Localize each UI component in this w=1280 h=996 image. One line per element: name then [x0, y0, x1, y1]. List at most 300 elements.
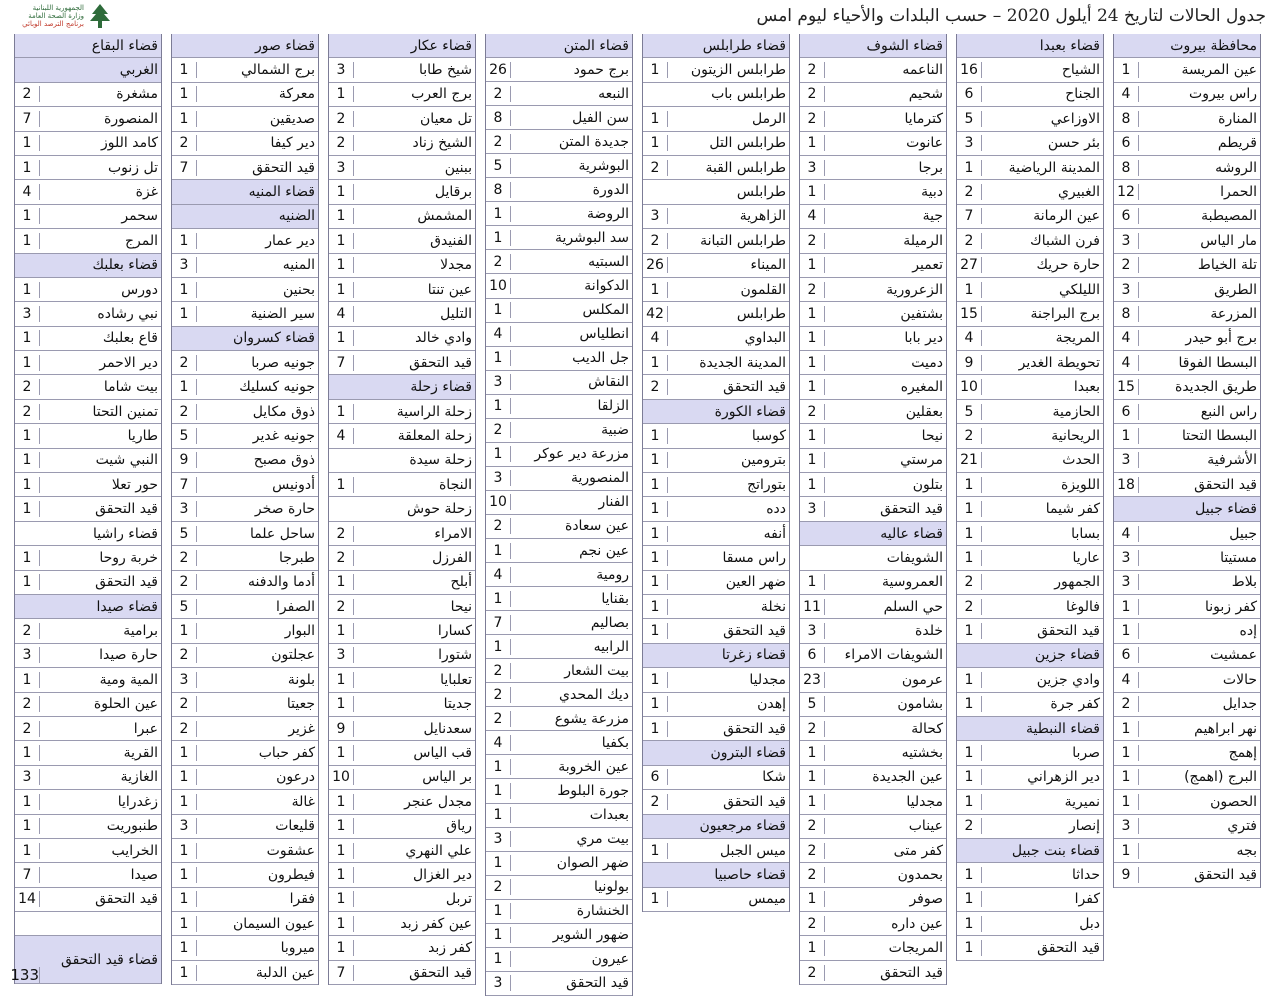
locality-row: [486, 779, 632, 803]
district-name: قضاء صور: [254, 37, 315, 54]
district-name: قضاء الشوف: [866, 37, 943, 54]
locality-row: [486, 611, 632, 635]
locality-name: بعقلين: [905, 403, 943, 420]
locality-name: الشياح: [1061, 62, 1100, 79]
locality-row: [15, 375, 161, 399]
locality-row: [800, 595, 946, 619]
locality-row: [15, 790, 161, 814]
locality-row: [486, 804, 632, 828]
locality-name: الغبيري: [1057, 184, 1100, 201]
case-count: 1: [329, 867, 354, 883]
case-count: 1: [329, 574, 354, 590]
case-count: 2: [172, 696, 197, 712]
case-count: 3: [643, 208, 668, 224]
locality-row: [957, 790, 1103, 814]
locality-row: [486, 707, 632, 731]
locality-name: تعلبايا: [440, 671, 472, 688]
district-header-row: [172, 205, 318, 229]
locality-name: بيت الشعار: [564, 662, 629, 679]
locality-row: [486, 755, 632, 779]
locality-name: بكفيا: [601, 734, 629, 751]
locality-name: المشمش: [417, 208, 472, 225]
locality-row: [486, 347, 632, 371]
case-count: 3: [15, 769, 40, 785]
logo-line: وزارة الصحة العامة: [28, 12, 84, 20]
locality-name: دير الاحمر: [99, 354, 158, 371]
locality-row: [15, 278, 161, 302]
locality-name: جل الديب: [572, 350, 629, 367]
locality-row: [957, 205, 1103, 229]
district-column: [171, 34, 319, 985]
locality-name: الزعرورية: [886, 281, 943, 298]
locality-name: برج العرب: [411, 86, 472, 103]
locality-name: عين الرمانة: [1033, 208, 1100, 225]
locality-name: غزة: [135, 184, 158, 201]
case-count: 1: [800, 330, 825, 346]
case-count: 2: [800, 404, 825, 420]
ministry-logo: [6, 2, 116, 32]
locality-name: شحيم: [908, 86, 943, 103]
case-count: 3: [329, 647, 354, 663]
locality-row: [643, 327, 789, 351]
district-name: قضاء عكار: [410, 37, 472, 54]
locality-row: [800, 912, 946, 936]
locality-name: إده: [1239, 623, 1257, 640]
case-count: 10: [486, 278, 511, 294]
locality-row: [172, 619, 318, 643]
locality-name: قاع بعلبك: [102, 330, 158, 347]
locality-row: [172, 351, 318, 375]
case-count: 1: [15, 574, 40, 590]
locality-name: مار الياس: [1200, 232, 1257, 249]
locality-row: [329, 815, 475, 839]
locality-name: عين تنتا: [427, 281, 472, 298]
case-count: 18: [1114, 477, 1139, 493]
locality-row: [957, 546, 1103, 570]
district-name: قضاء المتن: [563, 37, 629, 54]
case-count: 3: [1114, 282, 1139, 298]
case-count: 5: [172, 599, 197, 615]
locality-name: الفرزل: [432, 549, 472, 566]
locality-name: قيد التحقق: [252, 159, 315, 176]
locality-row: [15, 400, 161, 424]
locality-name: علي النهري: [405, 842, 472, 859]
locality-name: سير الضنية: [250, 305, 315, 322]
case-count: 7: [15, 111, 40, 127]
locality-name: برج أبو حيدر: [1185, 330, 1257, 347]
locality-row: [957, 571, 1103, 595]
locality-row: [172, 424, 318, 448]
locality-row: [800, 546, 946, 570]
locality-name: البسطا الفوقا: [1178, 354, 1257, 371]
case-count: 2: [800, 867, 825, 883]
district-header-row: [1114, 497, 1260, 521]
locality-row: [172, 522, 318, 546]
case-count: 2: [172, 550, 197, 566]
locality-name: تل معيان: [420, 110, 472, 127]
case-count: 4: [1114, 672, 1139, 688]
case-count: 1: [329, 623, 354, 639]
locality-name: جية: [922, 208, 943, 225]
locality-name: بشامون: [897, 696, 943, 713]
locality-row: [15, 205, 161, 229]
case-count: 3: [486, 374, 511, 390]
locality-name: نميرية: [1064, 793, 1100, 810]
case-count: 2: [800, 86, 825, 102]
district-name: قضاء عاليه: [880, 525, 943, 542]
locality-row: [1114, 693, 1260, 717]
locality-name: قيد التحقق: [1037, 940, 1100, 957]
case-count: 1: [1114, 62, 1139, 78]
locality-name: ساحل علما: [249, 525, 315, 542]
case-count: 1: [957, 550, 982, 566]
locality-row: [329, 790, 475, 814]
case-count: 10: [329, 769, 354, 785]
locality-name: الريحانية: [1051, 427, 1100, 444]
locality-row: [15, 644, 161, 668]
locality-row: [486, 226, 632, 250]
case-count: 1: [329, 208, 354, 224]
locality-name: المدينة الجديدة: [699, 354, 786, 371]
locality-name: جدايل: [1222, 696, 1257, 713]
locality-row: [957, 351, 1103, 375]
locality-row: [329, 156, 475, 180]
locality-row: [957, 229, 1103, 253]
case-count: 3: [329, 62, 354, 78]
locality-name: قليعات: [275, 818, 315, 835]
case-count: 2: [486, 879, 511, 895]
case-count: 2: [172, 721, 197, 737]
case-count: 1: [486, 302, 511, 318]
locality-name: عبرا: [133, 720, 158, 737]
case-count: 2: [643, 794, 668, 810]
district-header-row: [957, 839, 1103, 863]
locality-name: كفرا: [1074, 891, 1100, 908]
locality-row: [800, 693, 946, 717]
case-count: 1: [172, 769, 197, 785]
locality-row: [172, 815, 318, 839]
case-count: 1: [486, 446, 511, 462]
case-count: 1: [957, 672, 982, 688]
case-count: 2: [329, 111, 354, 127]
locality-row: [486, 202, 632, 226]
case-count: 23: [800, 672, 825, 688]
locality-row: [1114, 205, 1260, 229]
case-count: 1: [1114, 745, 1139, 761]
locality-name: زحلة حوش: [407, 501, 472, 518]
case-count: 2: [800, 62, 825, 78]
case-count: 3: [486, 831, 511, 847]
case-count: 1: [486, 783, 511, 799]
locality-row: [957, 375, 1103, 399]
case-count: 1: [486, 951, 511, 967]
locality-name: مجدل عنجر: [404, 793, 472, 810]
locality-name: مرستي: [900, 452, 943, 469]
case-count: 1: [643, 721, 668, 737]
district-name: قضاء مرجعيون: [699, 818, 786, 835]
locality-row: [329, 936, 475, 960]
locality-row: [643, 595, 789, 619]
locality-name: جديدة المتن: [558, 133, 629, 150]
case-count: 1: [800, 794, 825, 810]
locality-name: الروشه: [1215, 159, 1257, 176]
locality-row: [486, 491, 632, 515]
locality-name: قيد التحقق: [409, 964, 472, 981]
locality-name: الليلكي: [1058, 281, 1100, 298]
district-header-row: [15, 254, 161, 278]
locality-row: [329, 107, 475, 131]
case-count: 1: [1114, 843, 1139, 859]
case-count: 1: [172, 282, 197, 298]
locality-name: قيد التحقق: [723, 379, 786, 396]
locality-row: [643, 229, 789, 253]
case-count: 4: [1114, 330, 1139, 346]
case-count: 1: [172, 916, 197, 932]
locality-name: مجدليا: [906, 793, 943, 810]
district-name: قضاء قيد التحقق: [60, 951, 158, 968]
locality-name: دميت: [911, 354, 943, 371]
locality-name: حارة صخر: [254, 501, 315, 518]
locality-row: [329, 888, 475, 912]
case-count: 1: [643, 501, 668, 517]
locality-name: صربا: [1072, 745, 1100, 762]
case-count: 1: [15, 843, 40, 859]
district-column: [642, 34, 790, 912]
locality-row: [486, 58, 632, 82]
locality-name: الحازمية: [1052, 403, 1100, 420]
locality-name: كفر زبونا: [1205, 598, 1257, 615]
case-count: 1: [15, 355, 40, 371]
case-count: 2: [486, 422, 511, 438]
locality-row: [15, 912, 161, 936]
case-count: 1: [800, 574, 825, 590]
locality-name: الدورة: [592, 181, 629, 198]
locality-row: [800, 83, 946, 107]
locality-name: تلة الخياط: [1197, 257, 1257, 274]
locality-name: المكلس: [582, 302, 629, 319]
locality-name: فتري: [1227, 818, 1257, 835]
locality-name: كفر شيما: [1045, 501, 1100, 518]
case-count: 9: [957, 355, 982, 371]
locality-name: بلونة: [287, 671, 315, 688]
locality-name: خربة روحا: [99, 549, 158, 566]
locality-name: نيحا: [450, 598, 472, 615]
case-count: 2: [486, 711, 511, 727]
locality-row: [172, 644, 318, 668]
locality-row: [800, 302, 946, 326]
locality-name: وادي خالد: [415, 330, 472, 347]
case-count: 1: [329, 916, 354, 932]
locality-name: النقاش: [588, 374, 629, 391]
case-count: 6: [1114, 208, 1139, 224]
locality-row: [1114, 522, 1260, 546]
case-count: 1: [643, 452, 668, 468]
locality-row: [800, 327, 946, 351]
locality-row: [15, 839, 161, 863]
locality-row: [800, 58, 946, 82]
district-header-row: [957, 34, 1103, 58]
case-count: 4: [486, 735, 511, 751]
locality-name: كفر حباب: [258, 745, 315, 762]
case-count: 1: [800, 257, 825, 273]
case-count: 5: [172, 428, 197, 444]
case-count: 10: [486, 494, 511, 510]
case-count: 7: [329, 965, 354, 981]
locality-name: قريطم: [1217, 135, 1257, 152]
case-count: 2: [15, 721, 40, 737]
locality-row: [957, 888, 1103, 912]
locality-name: ذوق مصبح: [253, 452, 315, 469]
locality-name: عرمون: [901, 671, 943, 688]
district-header-row: [10, 936, 161, 985]
locality-name: بعبدات: [589, 807, 629, 824]
district-name: قضاء النبطية: [1026, 720, 1100, 737]
locality-row: [800, 424, 946, 448]
locality-name: عمشيت: [1210, 647, 1257, 664]
case-count: 1: [329, 672, 354, 688]
locality-name: صديقين: [269, 110, 315, 127]
locality-row: [643, 717, 789, 741]
locality-name: البوار: [284, 623, 315, 640]
locality-row: [486, 130, 632, 154]
locality-row: [15, 863, 161, 887]
case-count: 12: [1114, 184, 1139, 200]
locality-row: [643, 888, 789, 912]
locality-row: [643, 58, 789, 82]
locality-row: [1114, 254, 1260, 278]
case-count: 2: [957, 184, 982, 200]
case-count: 1: [486, 855, 511, 871]
case-count: 1: [957, 769, 982, 785]
locality-name: المريجات: [888, 940, 943, 957]
locality-row: [800, 375, 946, 399]
locality-row: [329, 522, 475, 546]
locality-row: [329, 693, 475, 717]
case-count: 1: [643, 355, 668, 371]
case-count: 1: [486, 398, 511, 414]
locality-row: [15, 180, 161, 204]
locality-name: طاريا: [127, 427, 158, 444]
locality-name: درعون: [276, 769, 315, 786]
locality-row: [329, 132, 475, 156]
locality-row: [643, 254, 789, 278]
case-count: 9: [1114, 867, 1139, 883]
locality-row: [486, 515, 632, 539]
locality-row: [15, 449, 161, 473]
locality-row: [15, 717, 161, 741]
locality-row: [643, 497, 789, 521]
locality-name: ميس الجبل: [719, 842, 786, 859]
locality-name: طرابلس التبانة: [700, 232, 786, 249]
locality-row: [172, 400, 318, 424]
locality-name: تعمير: [912, 257, 943, 274]
locality-row: [15, 497, 161, 521]
case-count: 2: [329, 599, 354, 615]
locality-name: دورس: [121, 281, 158, 298]
case-count: 1: [643, 672, 668, 688]
locality-row: [800, 449, 946, 473]
locality-name: بصاليم: [590, 614, 629, 631]
locality-row: [15, 351, 161, 375]
locality-name: سن الفيل: [572, 109, 629, 126]
locality-name: المنصورية: [570, 470, 629, 487]
case-count: 26: [486, 62, 511, 78]
locality-row: [486, 299, 632, 323]
locality-row: [957, 449, 1103, 473]
locality-row: [172, 107, 318, 131]
district-header-row: [643, 34, 789, 58]
locality-row: [643, 668, 789, 692]
district-name: قضاء حاصبيا: [714, 866, 786, 883]
locality-name: المنارة: [1218, 110, 1257, 127]
locality-row: [172, 790, 318, 814]
locality-row: [486, 852, 632, 876]
locality-name: مجدلا: [440, 257, 472, 274]
case-count: 16: [957, 62, 982, 78]
locality-name: عجلتون: [271, 647, 315, 664]
locality-name: قيد التحقق: [1037, 623, 1100, 640]
locality-name: ديك المحدي: [559, 686, 629, 703]
locality-row: [172, 254, 318, 278]
locality-name: دير كيفا: [270, 135, 315, 152]
locality-row: [486, 659, 632, 683]
case-count: 15: [1114, 379, 1139, 395]
locality-name: اللويزة: [1061, 476, 1100, 493]
locality-row: [643, 375, 789, 399]
locality-row: [486, 250, 632, 274]
locality-name: ميمس: [748, 891, 786, 908]
locality-name: مشغرة: [116, 86, 158, 103]
locality-name: برامية: [123, 623, 158, 640]
case-count: 2: [957, 574, 982, 590]
locality-name: قيد التحقق: [95, 891, 158, 908]
locality-row: [800, 571, 946, 595]
case-count: 7: [172, 477, 197, 493]
locality-name: راس بيروت: [1189, 86, 1257, 103]
locality-name: برج حمود: [573, 61, 629, 78]
case-count: 1: [486, 591, 511, 607]
locality-name: بتوراتج: [747, 476, 786, 493]
locality-name: حارة حريك: [1036, 257, 1100, 274]
locality-row: [800, 497, 946, 521]
case-count: 2: [486, 86, 511, 102]
case-count: 3: [957, 135, 982, 151]
locality-row: [15, 546, 161, 570]
locality-name: العمروسية: [882, 574, 943, 591]
locality-name: كحالة: [911, 720, 943, 737]
locality-row: [957, 497, 1103, 521]
locality-row: [172, 693, 318, 717]
locality-name: ضهور الشوير: [552, 927, 629, 944]
case-count: 2: [486, 663, 511, 679]
district-header-row: [172, 327, 318, 351]
district-name: قضاء البقاع: [91, 37, 158, 54]
locality-name: عانوت: [906, 135, 943, 152]
locality-name: طرابلس الزيتون: [690, 62, 786, 79]
locality-row: [957, 400, 1103, 424]
locality-name: قيد التحقق: [723, 623, 786, 640]
case-count: 10: [957, 379, 982, 395]
district-header-row: [329, 375, 475, 399]
case-count: 1: [15, 794, 40, 810]
locality-row: [957, 327, 1103, 351]
district-name: قضاء جزين: [1034, 647, 1100, 664]
case-count: 1: [172, 62, 197, 78]
locality-row: [172, 497, 318, 521]
locality-name: التليل: [440, 305, 472, 322]
locality-row: [957, 132, 1103, 156]
locality-name: عين كفر زبد: [400, 915, 472, 932]
